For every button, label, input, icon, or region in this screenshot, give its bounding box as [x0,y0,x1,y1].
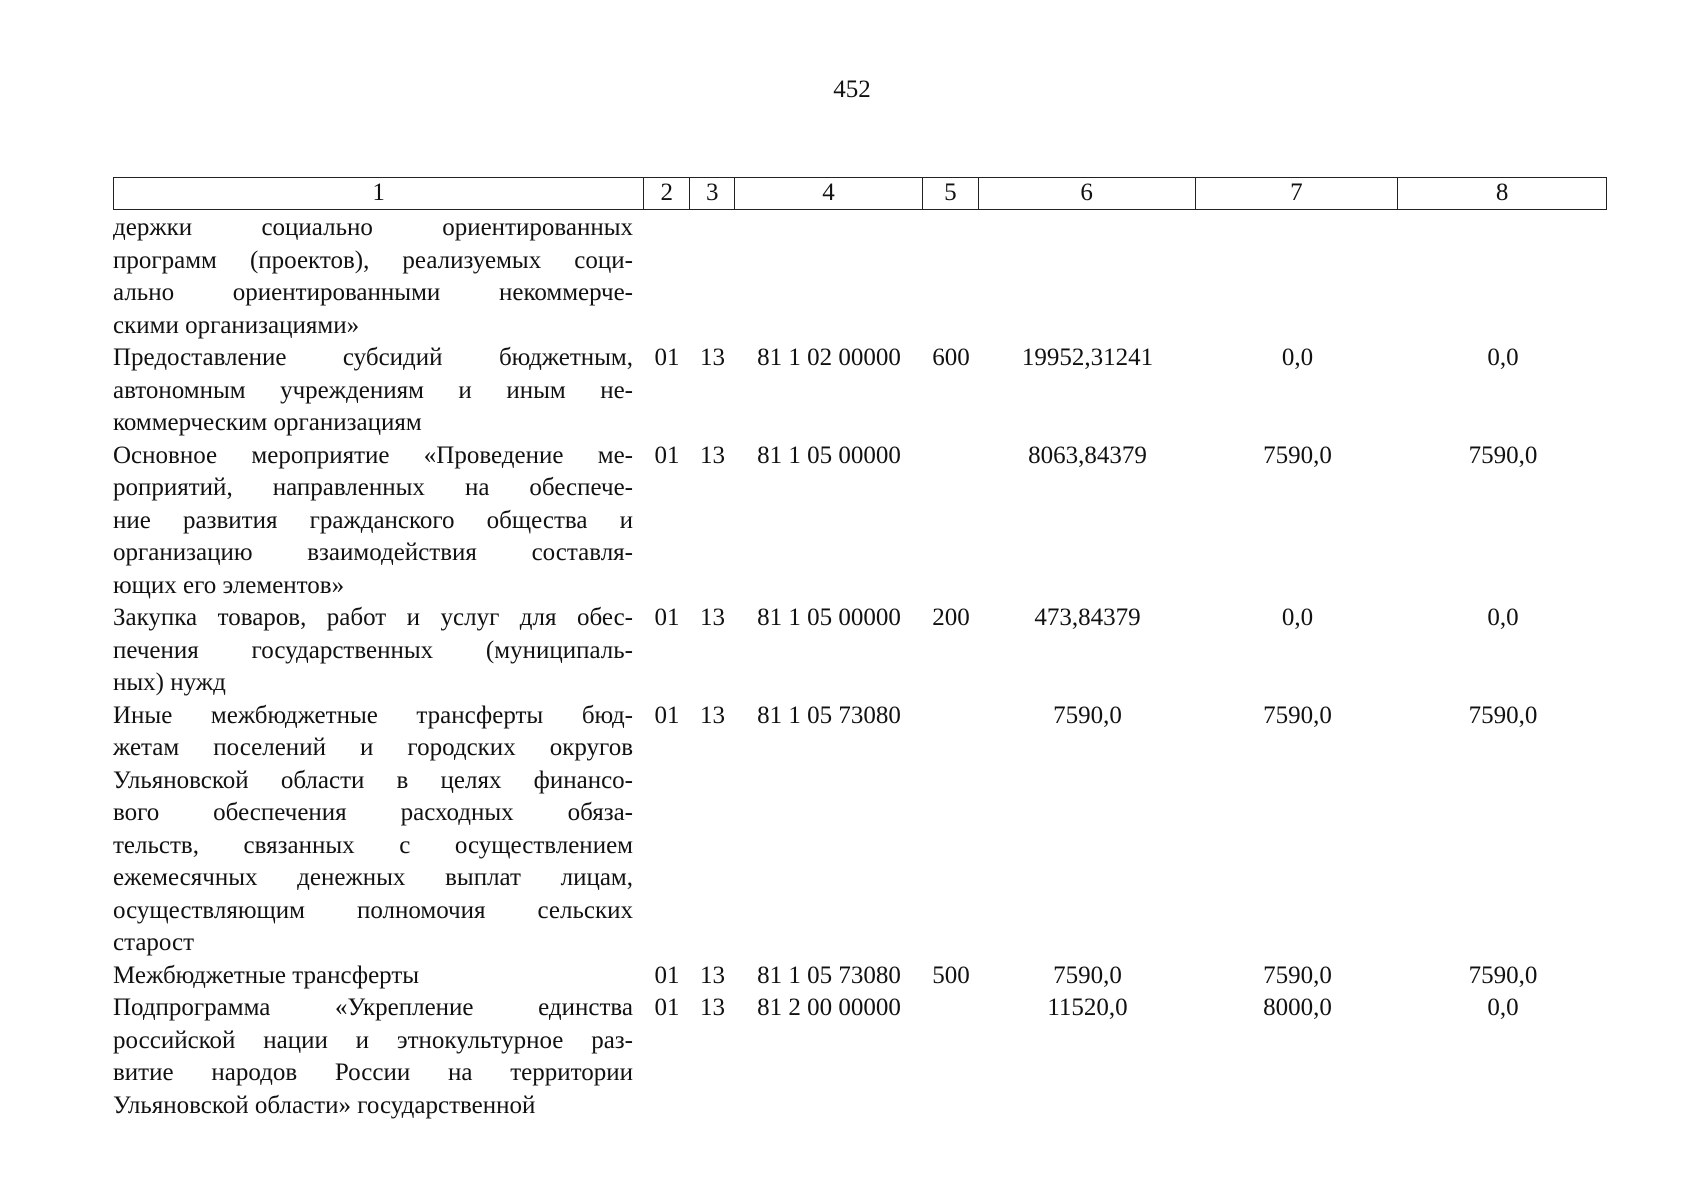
cell-c6: 19952,31241 [1021,344,1154,371]
cell-c5 [923,212,979,342]
description-line: ние развития гражданского общества и [113,506,633,534]
header-col-3: 3 [690,178,735,209]
table-row [113,960,1607,993]
description-line: Иные межбюджетные трансферты бюд- [113,701,633,729]
table-row [113,342,1607,440]
cell-c6: 7590,0 [1053,961,1122,989]
cell-c3: 13 [700,994,725,1021]
cell-c5: 600 [932,344,970,371]
description-line: Предоставление субсидий бюджетным, [113,344,633,371]
row-description [113,992,633,1122]
description-line: Ульяновской области» государственной [113,1091,536,1119]
description-line: Межбюджетные трансферты [113,961,420,989]
description-line: тельств, связанных с осуществлением [113,831,633,859]
header-col-7: 7 [1196,178,1399,209]
cell-c7: 0,0 [1281,344,1314,371]
table-body [113,212,1607,1122]
cell-c4: 81 2 00 00000 [757,994,901,1021]
cell-c8 [1399,212,1607,342]
description-line: осуществляющим полномочия сельских [113,896,633,924]
page-number: 452 [833,76,871,103]
cell-c5 [923,992,979,1122]
description-line: Подпрограмма «Укрепление единства [113,994,633,1021]
header-col-2: 2 [644,178,690,209]
cell-c7: 0,0 [1281,604,1314,631]
table-row [113,212,1607,342]
row-description [113,960,633,993]
description-line: вого обеспечения расходных обяза- [113,799,633,826]
cell-c2: 01 [654,701,680,729]
description-line: российской нации и этнокультурное раз- [113,1026,633,1054]
cell-c6 [979,212,1196,342]
cell-c7: 7590,0 [1263,441,1332,469]
row-description [113,212,633,342]
cell-c5: 200 [932,604,970,631]
cell-c3: 13 [700,344,725,371]
cell-c4: 81 1 05 73080 [757,961,901,989]
row-description [113,342,633,440]
table-row [113,440,1607,603]
row-description [113,602,633,700]
header-col-4: 4 [735,178,923,209]
description-line: ющих его элементов» [113,571,345,599]
cell-c2 [644,212,690,342]
description-line: коммерческим организациям [113,409,422,436]
cell-c6: 8063,84379 [1028,441,1147,469]
cell-c3 [690,212,735,342]
cell-c4: 81 1 05 00000 [757,441,901,469]
cell-c3: 13 [700,441,725,469]
cell-c5 [923,700,979,960]
cell-c7: 8000,0 [1263,994,1332,1021]
description-line: Ульяновской области в целях финансо- [113,766,633,794]
header-col-6: 6 [979,178,1196,209]
header-col-5: 5 [923,178,979,209]
cell-c4 [735,212,923,342]
table-row [113,602,1607,700]
table-row [113,992,1607,1122]
cell-c7 [1196,212,1399,342]
cell-c3: 13 [700,604,725,631]
row-description [113,700,633,960]
cell-c6: 473,84379 [1034,604,1141,631]
cell-c6: 7590,0 [1053,701,1122,729]
header-col-8: 8 [1495,179,1509,206]
cell-c8: 0,0 [1487,994,1519,1021]
cell-c7: 7590,0 [1263,961,1332,989]
cell-c4: 81 1 05 73080 [757,701,901,729]
description-line: Закупка товаров, работ и услуг для обес- [113,604,633,631]
cell-c8: 0,0 [1487,344,1519,371]
description-line: программ (проектов), реализуемых соци- [113,246,633,274]
cell-c2: 01 [654,604,680,631]
cell-c8: 7590,0 [1468,961,1538,989]
cell-c8: 7590,0 [1468,701,1538,729]
cell-c7: 7590,0 [1263,701,1332,729]
cell-c4: 81 1 02 00000 [757,344,901,371]
description-line: ежемесячных денежных выплат лицам, [113,864,633,891]
cell-c3: 13 [700,961,725,989]
table-header [113,177,1607,210]
cell-c5: 500 [932,961,970,989]
description-line: печения государственных (муниципаль- [113,636,633,664]
cell-c2: 01 [654,441,680,469]
description-line: автономным учреждениям и иным не- [113,376,633,404]
description-line: роприятий, направленных на обеспече- [113,474,633,501]
cell-c8: 0,0 [1487,604,1519,631]
description-line: витие народов России на территории [113,1059,633,1086]
row-description [113,440,633,603]
description-line: жетам поселений и городских округов [113,734,633,761]
description-line: держки социально ориентированных [113,214,633,241]
cell-c8: 7590,0 [1468,441,1538,469]
cell-c3: 13 [700,701,725,729]
description-line: ных) нужд [113,669,226,696]
description-line: ально ориентированными некоммерче- [113,279,633,306]
description-line: скими организациями» [113,311,360,339]
description-line: Основное мероприятие «Проведение ме- [113,441,633,469]
cell-c6: 11520,0 [1047,994,1128,1021]
cell-c2: 01 [654,344,680,371]
cell-c2: 01 [654,961,680,989]
header-col-1: 1 [114,178,644,209]
table-row [113,700,1607,960]
description-line: организацию взаимодействия составля- [113,539,633,566]
cell-c4: 81 1 05 00000 [757,604,901,631]
cell-c2: 01 [654,994,680,1021]
description-line: старост [113,929,195,956]
cell-c5 [923,440,979,603]
